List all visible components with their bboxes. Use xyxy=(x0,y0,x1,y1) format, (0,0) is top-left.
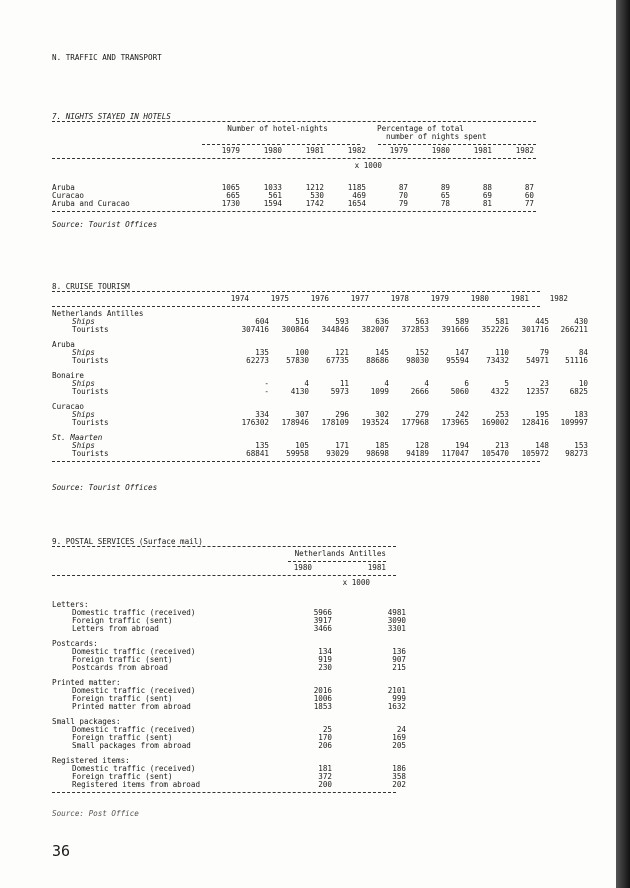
table7-title: 7. NIGHTS STAYED IN HOTELS xyxy=(52,112,171,121)
divider xyxy=(52,792,396,793)
cell-value: 3090 xyxy=(387,616,406,625)
cell-value: 372853 xyxy=(401,325,429,334)
cell-value: 105 xyxy=(295,441,309,450)
cell-value: 1982 xyxy=(347,146,366,155)
cell-value: 121 xyxy=(335,348,349,357)
cell-value: 1212 xyxy=(305,183,324,192)
cell-value: 1980 xyxy=(263,146,282,155)
row-label: Ships xyxy=(72,410,95,419)
cell-value: 68841 xyxy=(246,449,269,458)
cell-value: 230 xyxy=(318,663,332,672)
cell-value: 84 xyxy=(578,348,588,357)
row-label xyxy=(52,295,208,303)
cell-value: 6 xyxy=(464,379,469,388)
cell-value: 178946 xyxy=(281,418,309,427)
cell-value: 152 xyxy=(415,348,429,357)
cell-value: 253 xyxy=(495,410,509,419)
cell-value: 1594 xyxy=(263,199,282,208)
cell-value: 1979 xyxy=(430,294,449,303)
cell-value: 73432 xyxy=(486,356,509,365)
divider xyxy=(52,211,536,212)
table8-title: 8. CRUISE TOURISM xyxy=(52,282,130,291)
cell-value: 171 xyxy=(335,441,349,450)
cell-value: 5973 xyxy=(330,387,349,396)
cell-value: 54971 xyxy=(526,356,549,365)
cell-value: 205 xyxy=(392,741,406,750)
cell-value: 194 xyxy=(455,441,469,450)
cell-value: 1033 xyxy=(263,183,282,192)
cell-value: 87 xyxy=(398,183,408,192)
group-name: Postcards: xyxy=(52,639,98,648)
cell-value: 1974 xyxy=(230,294,249,303)
cell-value: 181 xyxy=(318,764,332,773)
table-row xyxy=(52,200,536,208)
row-label xyxy=(52,564,252,572)
spacer xyxy=(52,334,540,341)
cell-value: 307 xyxy=(295,410,309,419)
cell-value: 5 xyxy=(504,379,509,388)
cell-value: 62273 xyxy=(246,356,269,365)
unit-row xyxy=(52,579,396,587)
table7-source: Source: Tourist Offices xyxy=(52,220,158,229)
table-row xyxy=(52,325,588,334)
cell-value: 135 xyxy=(255,441,269,450)
cell-value: 65 xyxy=(440,191,450,200)
cell-value: 1099 xyxy=(370,387,389,396)
cell-value: - xyxy=(264,379,269,388)
cell-value: 391666 xyxy=(441,325,469,334)
cell-value: 79 xyxy=(539,348,549,357)
cell-value: 173965 xyxy=(441,418,469,427)
group-name: Curacao xyxy=(52,402,85,411)
cell-value: 134 xyxy=(318,647,332,656)
cell-value: 6825 xyxy=(569,387,588,396)
divider xyxy=(52,575,396,576)
row-label: Aruba and Curacao xyxy=(52,199,130,208)
cell-value: 193524 xyxy=(361,418,389,427)
cell-value: 4 xyxy=(304,379,309,388)
cell-value: 1979 xyxy=(221,146,240,155)
cell-value: 516 xyxy=(295,317,309,326)
cell-value: 1185 xyxy=(347,183,366,192)
cell-value: 12357 xyxy=(526,387,549,396)
divider xyxy=(288,561,386,562)
cell-value: 3466 xyxy=(313,624,332,633)
cell-value: 2666 xyxy=(410,387,429,396)
cell-value: 665 xyxy=(226,191,240,200)
cell-value: 195 xyxy=(535,410,549,419)
cell-value: 266211 xyxy=(560,325,588,334)
row-label: Small packages from abroad xyxy=(72,741,191,750)
row-label: Letters from abroad xyxy=(72,624,159,633)
cell-value: 382007 xyxy=(361,325,389,334)
spacer xyxy=(52,633,396,640)
spacer xyxy=(52,125,198,133)
cell-value: 3301 xyxy=(387,624,406,633)
cell-value: 301716 xyxy=(521,325,549,334)
cell-value: 1853 xyxy=(313,702,332,711)
cell-value: 530 xyxy=(310,191,324,200)
cell-value: 176302 xyxy=(241,418,269,427)
table-row xyxy=(52,147,536,155)
cell-value: 279 xyxy=(415,410,429,419)
spacer xyxy=(52,550,264,558)
cell-value: 135 xyxy=(255,348,269,357)
unit-label: x 1000 xyxy=(342,578,370,587)
row-label: Tourists xyxy=(72,325,109,334)
row-label: Foreign traffic (sent) xyxy=(72,772,173,781)
row-label: Foreign traffic (sent) xyxy=(72,733,173,742)
table-row xyxy=(52,663,406,672)
cell-value: 1006 xyxy=(313,694,332,703)
cell-value: 1981 xyxy=(305,146,324,155)
cell-value: 98030 xyxy=(406,356,429,365)
cell-value: 1742 xyxy=(305,199,324,208)
group-hotel-nights: Number of hotel-nights xyxy=(227,124,328,133)
cell-value: 1977 xyxy=(350,294,369,303)
cell-value: 213 xyxy=(495,441,509,450)
spacer xyxy=(52,365,540,372)
cell-value: 1975 xyxy=(270,294,289,303)
table8-source: Source: Tourist Offices xyxy=(52,483,158,492)
cell-value: 445 xyxy=(535,317,549,326)
group-percentage: Percentage of total xyxy=(377,124,464,133)
cell-value: 1730 xyxy=(221,199,240,208)
group-name: Letters: xyxy=(52,600,89,609)
cell-value: 1980 xyxy=(470,294,489,303)
cell-value: 1976 xyxy=(310,294,329,303)
cell-value: 1065 xyxy=(221,183,240,192)
cell-value: 200 xyxy=(318,780,332,789)
cell-value: 170 xyxy=(318,733,332,742)
cell-value: 242 xyxy=(455,410,469,419)
cell-value: 1981 xyxy=(367,563,386,572)
scan-edge xyxy=(616,0,630,888)
cell-value: 169002 xyxy=(481,418,509,427)
cell-value: 23 xyxy=(539,379,549,388)
row-label: Ships xyxy=(72,317,95,326)
cell-value: 51116 xyxy=(565,356,588,365)
divider xyxy=(52,306,540,307)
cell-value: 215 xyxy=(392,663,406,672)
table-row xyxy=(52,564,396,572)
cell-value: 148 xyxy=(535,441,549,450)
cell-value: 358 xyxy=(392,772,406,781)
row-label: Domestic traffic (received) xyxy=(72,764,196,773)
cell-value: 907 xyxy=(392,655,406,664)
section-header: N. TRAFFIC AND TRANSPORT xyxy=(52,53,162,62)
cell-value: 11 xyxy=(339,379,349,388)
row-label: Ships xyxy=(72,348,95,357)
table-row xyxy=(52,387,588,396)
group-header xyxy=(52,550,396,558)
divider xyxy=(52,461,540,462)
cell-value: 105972 xyxy=(521,449,549,458)
divider xyxy=(202,144,360,145)
cell-value: 2101 xyxy=(387,686,406,695)
cell-value: 202 xyxy=(392,780,406,789)
divider xyxy=(52,158,536,159)
cell-value: 919 xyxy=(318,655,332,664)
cell-value: 1654 xyxy=(347,199,366,208)
cell-value: 88 xyxy=(482,183,492,192)
group-header-2 xyxy=(52,133,536,141)
cell-value: 4 xyxy=(384,379,389,388)
table-row xyxy=(52,624,406,633)
cell-value: 302 xyxy=(375,410,389,419)
cell-value: 1979 xyxy=(389,146,408,155)
table-row xyxy=(52,702,406,711)
cell-value: 153 xyxy=(574,441,588,450)
row-label: Ships xyxy=(72,379,95,388)
cell-value: 88686 xyxy=(366,356,389,365)
cell-value: 78 xyxy=(440,199,450,208)
table-row xyxy=(52,449,588,458)
cell-value: 352226 xyxy=(481,325,509,334)
row-label: Aruba xyxy=(52,183,75,192)
cell-value: 1980 xyxy=(293,563,312,572)
table-row xyxy=(52,418,588,427)
cell-value: 4 xyxy=(424,379,429,388)
cell-value: 79 xyxy=(398,199,408,208)
cell-value: 636 xyxy=(375,317,389,326)
divider xyxy=(378,144,536,145)
group-name: Printed matter: xyxy=(52,678,121,687)
unit-row xyxy=(52,162,536,170)
table8 xyxy=(52,288,588,465)
cell-value: 1632 xyxy=(387,702,406,711)
cell-value: 3917 xyxy=(313,616,332,625)
cell-value: 98698 xyxy=(366,449,389,458)
divider xyxy=(52,121,536,122)
cell-value: 5966 xyxy=(313,608,332,617)
row-label: Printed matter from abroad xyxy=(72,702,191,711)
row-label: Tourists xyxy=(72,418,109,427)
row-label: Postcards from abroad xyxy=(72,663,169,672)
table-row xyxy=(52,294,568,303)
row-label: Foreign traffic (sent) xyxy=(72,616,173,625)
cell-value: 105470 xyxy=(481,449,509,458)
cell-value: 1981 xyxy=(510,294,529,303)
cell-value: 109997 xyxy=(560,418,588,427)
spacer xyxy=(52,594,396,601)
cell-value: 1981 xyxy=(473,146,492,155)
table-row xyxy=(52,741,406,750)
table9 xyxy=(52,543,406,796)
cell-value: 136 xyxy=(392,647,406,656)
cell-value: 87 xyxy=(524,183,534,192)
cell-value: 561 xyxy=(268,191,282,200)
row-label: Domestic traffic (received) xyxy=(72,686,196,695)
cell-value: 430 xyxy=(574,317,588,326)
cell-value: 169 xyxy=(392,733,406,742)
cell-value: 1980 xyxy=(431,146,450,155)
cell-value: 4322 xyxy=(490,387,509,396)
group-name: Aruba xyxy=(52,340,75,349)
cell-value: 1982 xyxy=(549,294,568,303)
cell-value: 589 xyxy=(455,317,469,326)
divider xyxy=(52,291,540,292)
row-label: Tourists xyxy=(72,387,109,396)
spacer xyxy=(52,177,536,184)
row-label: Ships xyxy=(72,441,95,450)
cell-value: 93029 xyxy=(326,449,349,458)
cell-value: 178109 xyxy=(321,418,349,427)
cell-value: 69 xyxy=(482,191,492,200)
spacer xyxy=(52,170,536,177)
row-label: Tourists xyxy=(72,449,109,458)
cell-value: 100 xyxy=(295,348,309,357)
cell-value: 128 xyxy=(415,441,429,450)
table7 xyxy=(52,118,536,215)
table-row xyxy=(52,184,536,192)
cell-value: 25 xyxy=(322,725,332,734)
cell-value: 593 xyxy=(335,317,349,326)
group-name: Registered items: xyxy=(52,756,130,765)
cell-value: 77 xyxy=(524,199,534,208)
cell-value: 110 xyxy=(495,348,509,357)
cell-value: 334 xyxy=(255,410,269,419)
cell-value: 469 xyxy=(352,191,366,200)
cell-value: 4130 xyxy=(290,387,309,396)
cell-value: 89 xyxy=(440,183,450,192)
cell-value: 57830 xyxy=(286,356,309,365)
spacer xyxy=(52,396,540,403)
row-label: Foreign traffic (sent) xyxy=(72,694,173,703)
cell-value: 5060 xyxy=(450,387,469,396)
table9-title: 9. POSTAL SERVICES (Surface mail) xyxy=(52,537,203,546)
cell-value: 94189 xyxy=(406,449,429,458)
cell-value: 183 xyxy=(574,410,588,419)
cell-value: 147 xyxy=(455,348,469,357)
cell-value: 307416 xyxy=(241,325,269,334)
cell-value: 177968 xyxy=(401,418,429,427)
table9-source: Source: Post Office xyxy=(52,809,139,818)
cell-value: - xyxy=(264,387,269,396)
table-row xyxy=(52,356,588,365)
cell-value: 563 xyxy=(415,317,429,326)
spacer xyxy=(52,427,540,434)
group-name: St. Maarten xyxy=(52,433,103,442)
cell-value: 117047 xyxy=(441,449,469,458)
row-label xyxy=(52,147,198,155)
cell-value: 296 xyxy=(335,410,349,419)
cell-value: 1982 xyxy=(515,146,534,155)
cell-value: 206 xyxy=(318,741,332,750)
spacer xyxy=(52,133,366,141)
cell-value: 59958 xyxy=(286,449,309,458)
cell-value: 145 xyxy=(375,348,389,357)
cell-value: 60 xyxy=(524,191,534,200)
row-label: Foreign traffic (sent) xyxy=(72,655,173,664)
cell-value: 604 xyxy=(255,317,269,326)
table-row xyxy=(52,780,406,789)
cell-value: 300864 xyxy=(281,325,309,334)
cell-value: 98273 xyxy=(565,449,588,458)
group-name: Small packages: xyxy=(52,717,121,726)
cell-value: 95594 xyxy=(446,356,469,365)
row-label: Registered items from abroad xyxy=(72,780,201,789)
cell-value: 70 xyxy=(398,191,408,200)
cell-value: 10 xyxy=(578,379,588,388)
cell-value: 581 xyxy=(495,317,509,326)
cell-value: 81 xyxy=(482,199,492,208)
cell-value: 344846 xyxy=(321,325,349,334)
row-label: Domestic traffic (received) xyxy=(72,647,196,656)
cell-value: 128416 xyxy=(521,418,549,427)
group-netherlands-antilles: Netherlands Antilles xyxy=(294,549,386,558)
cell-value: 67735 xyxy=(326,356,349,365)
divider xyxy=(52,546,396,547)
cell-value: 185 xyxy=(375,441,389,450)
row-label: Domestic traffic (received) xyxy=(72,725,196,734)
cell-value: 1978 xyxy=(390,294,409,303)
group-percentage-2: number of nights spent xyxy=(386,132,487,141)
unit-label: x 1000 xyxy=(354,161,382,170)
row-label: Domestic traffic (received) xyxy=(72,608,196,617)
row-label: Tourists xyxy=(72,356,109,365)
cell-value: 4981 xyxy=(387,608,406,617)
group-name: Netherlands Antilles xyxy=(52,309,144,318)
cell-value: 372 xyxy=(318,772,332,781)
cell-value: 186 xyxy=(392,764,406,773)
row-label: Curacao xyxy=(52,191,85,200)
cell-value: 24 xyxy=(396,725,406,734)
group-name: Bonaire xyxy=(52,371,85,380)
cell-value: 2016 xyxy=(313,686,332,695)
spacer xyxy=(52,587,396,594)
cell-value: 999 xyxy=(392,694,406,703)
page-number: 36 xyxy=(52,842,71,860)
